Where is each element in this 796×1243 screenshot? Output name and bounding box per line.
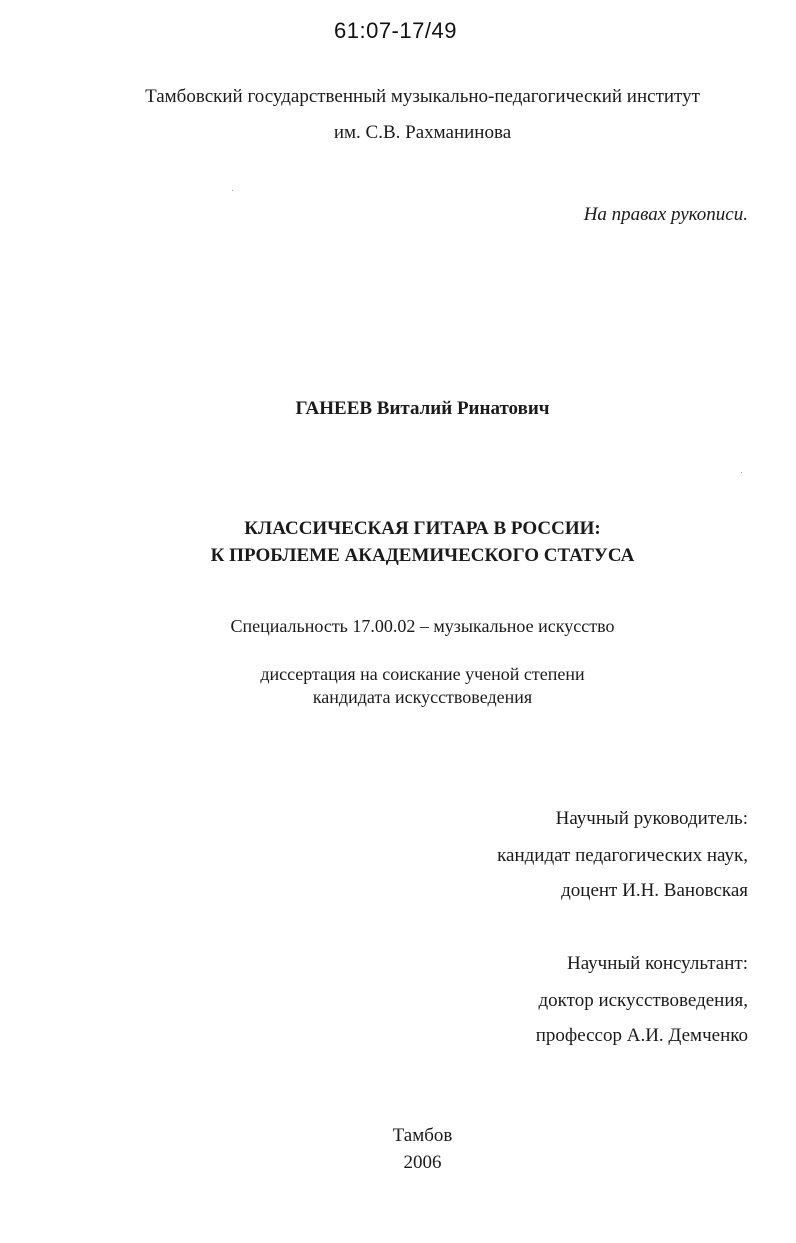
scan-speck	[232, 190, 233, 191]
place-and-year	[0, 1122, 796, 1176]
consultant-name: профессор А.И. Демченко	[535, 1025, 748, 1046]
dissertation-title	[0, 515, 796, 569]
scan-speck	[741, 472, 742, 473]
consultant-label: Научный консультант:	[566, 953, 748, 974]
degree-line1: диссертация на соискание ученой степени	[260, 664, 585, 684]
institute-name: Тамбовский государственный музыкально-педагогический институт	[145, 86, 700, 107]
manuscript-note: На правах рукописи.	[583, 204, 748, 225]
supervisor-label: Научный руководитель:	[555, 808, 748, 829]
city: Тамбов	[392, 1125, 453, 1146]
consultant-degree: доктор искусствоведения,	[538, 990, 748, 1011]
institute-honorific: им. С.В. Рахманинова	[333, 122, 512, 143]
dissertation-title-line1: КЛАССИЧЕСКАЯ ГИТАРА В РОССИИ:	[244, 518, 601, 539]
degree-line2: кандидата искусствоведения	[312, 687, 533, 707]
degree-statement	[0, 663, 796, 709]
supervisor-name: доцент И.Н. Вановская	[561, 880, 748, 901]
catalog-number: 61:07-17/49	[334, 18, 457, 43]
specialty: Специальность 17.00.02 – музыкальное искусство	[230, 616, 615, 636]
supervisor-degree: кандидат педагогических наук,	[497, 845, 748, 866]
dissertation-title-line2: К ПРОБЛЕМЕ АКАДЕМИЧЕСКОГО СТАТУСА	[210, 545, 635, 566]
author-name: ГАНЕЕВ Виталий Ринатович	[295, 398, 550, 419]
year: 2006	[403, 1152, 442, 1173]
